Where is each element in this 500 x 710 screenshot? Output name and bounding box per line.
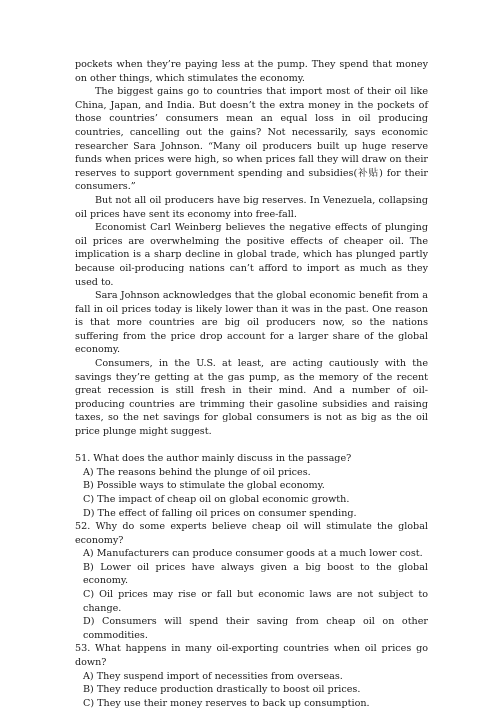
option-text: Lower oil prices have always given a big boost to the global economy. [83, 561, 428, 587]
option-text: The reasons behind the plunge of oil prices. [96, 466, 311, 478]
question-list [75, 452, 428, 710]
option-text: They use their money reserves to back up consumption. [97, 697, 370, 709]
reading-passage [75, 58, 428, 439]
question-stem: 52. Why do some experts believe cheap oil will stimulate the global economy? [75, 521, 428, 546]
question-52 [75, 520, 428, 642]
answer-option [75, 670, 428, 684]
option-letter: D) [83, 507, 95, 519]
option-text: The impact of cheap oil on global economic growth. [97, 493, 350, 505]
option-text: They suspend import of necessities from overseas. [96, 670, 343, 682]
option-text: Manufacturers can produce consumer goods at a much lower cost. [96, 548, 423, 560]
answer-option [75, 507, 428, 521]
question-stem: 51. What does the author mainly discuss in the passage? [75, 453, 352, 465]
answer-option [75, 683, 428, 697]
passage-paragraph: Consumers, in the U.S. at least, are acting cautiously with the savings they’re getting at the gas pump, as the memory of the recent great recession is still fresh in their mind. And a number of oil-producing countries are trimming their gasoline subsidies and raising taxes, so the net savings for global consumers is not as big as the oil price plunge might suggest. [75, 358, 428, 438]
option-letter: C) [83, 493, 95, 505]
option-letter: A) [83, 466, 94, 478]
option-letter: B) [83, 684, 94, 696]
option-letter: B) [83, 561, 94, 573]
option-letter: B) [83, 480, 94, 492]
answer-option [75, 697, 428, 710]
answer-option [75, 466, 428, 480]
question-53 [75, 642, 428, 710]
question-stem: 53. What happens in many oil-exporting countries when oil prices go down? [75, 643, 428, 669]
option-text: The effect of falling oil prices on consumer spending. [97, 507, 357, 519]
option-letter: A) [83, 548, 94, 560]
answer-option [75, 547, 428, 561]
question-51 [75, 452, 428, 520]
option-text: Possible ways to stimulate the global economy. [96, 480, 325, 492]
option-letter: D) [83, 616, 95, 628]
answer-option [75, 493, 428, 507]
answer-option [75, 479, 428, 493]
option-letter: A) [83, 670, 94, 682]
passage-paragraph: The biggest gains go to countries that import most of their oil like China, Japan, and India. But doesn’t the extra money in the pockets of those countries’ consumers mean an equal loss in oil producing countries, cancelling out the gains? Not necessarily, says economic researcher Sara Johnson. “Many oil producers built up huge reserve funds when prices were high, so when prices fall they will draw on their reserves to support government spending and subsidies(补贴) for their consumers.” [75, 86, 428, 193]
answer-option [75, 561, 428, 588]
answer-option [75, 588, 428, 615]
option-text: Oil prices may rise or fall but economic laws are not subject to change. [83, 589, 428, 614]
option-letter: C) [83, 697, 95, 709]
answer-option [75, 615, 428, 642]
option-text: They reduce production drastically to boost oil prices. [96, 684, 361, 696]
passage-paragraph: Sara Johnson acknowledges that the global economic benefit from a fall in oil prices today is likely lower than it was in the past. One reason is that more countries are big oil producers now, so the nations suffering from the price drop account for a larger share of the global economy. [75, 290, 428, 356]
passage-paragraph: Economist Carl Weinberg believes the negative effects of plunging oil prices are overwhelming the positive effects of cheaper oil. The implication is a sharp decline in global trade, which has plunged partly because oil-producing nations can’t afford to import as much as they used to. [75, 222, 428, 288]
option-letter: C) [83, 589, 95, 601]
section-gap [75, 439, 428, 453]
passage-paragraph: pockets when they’re paying less at the pump. They spend that money on other things, which stimulates the economy. [75, 59, 428, 84]
option-text: Consumers will spend their saving from cheap oil on other commodities. [83, 616, 428, 641]
passage-paragraph: But not all oil producers have big reserves. In Venezuela, collapsing oil prices have sent its economy into free-fall. [75, 194, 428, 220]
